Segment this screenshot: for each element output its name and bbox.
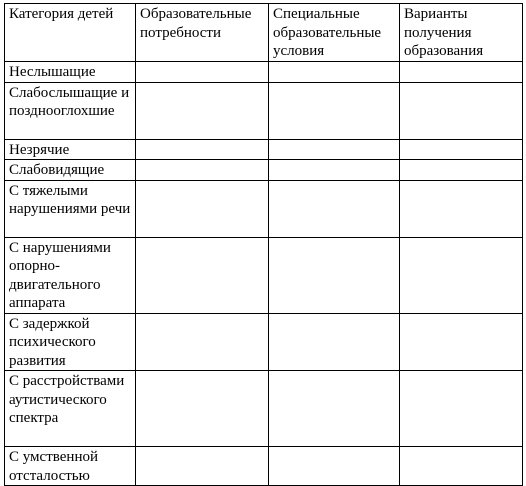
category-cell: Неслышащие (5, 62, 136, 83)
table-row (5, 62, 523, 83)
needs-cell (136, 447, 269, 486)
children-categories-table (4, 3, 523, 486)
table-row (5, 160, 523, 181)
category-cell: С умственной отсталостью (5, 447, 136, 486)
conditions-cell (269, 371, 400, 447)
table-row (5, 139, 523, 160)
category-cell: Слабовидящие (5, 160, 136, 181)
options-cell (400, 313, 523, 371)
category-cell: С задержкой психического развития (5, 313, 136, 371)
category-cell: Слабослышащие и позднооглохшие (5, 82, 136, 139)
conditions-cell (269, 313, 400, 371)
needs-cell (136, 62, 269, 83)
options-cell (400, 237, 523, 313)
needs-cell (136, 180, 269, 237)
table-row (5, 237, 523, 313)
header-educational-needs: Образовательные потребности (136, 4, 269, 62)
options-cell (400, 371, 523, 447)
options-cell (400, 62, 523, 83)
category-cell: С расстройствами аутистического спектра (5, 371, 136, 447)
options-cell (400, 447, 523, 486)
needs-cell (136, 313, 269, 371)
conditions-cell (269, 180, 400, 237)
table-row (5, 82, 523, 139)
needs-cell (136, 160, 269, 181)
needs-cell (136, 371, 269, 447)
options-cell (400, 180, 523, 237)
category-cell: С тяжелыми нарушениями речи (5, 180, 136, 237)
needs-cell (136, 139, 269, 160)
category-cell: С нарушениями опорно-двигательного аппарата (5, 237, 136, 313)
conditions-cell (269, 139, 400, 160)
category-cell: Незрячие (5, 139, 136, 160)
table-row (5, 180, 523, 237)
header-category: Категория детей (5, 4, 136, 62)
needs-cell (136, 82, 269, 139)
table-header-row (5, 4, 523, 62)
conditions-cell (269, 237, 400, 313)
table-row (5, 447, 523, 486)
needs-cell (136, 237, 269, 313)
table-row (5, 371, 523, 447)
header-education-options: Варианты получения образования (400, 4, 523, 62)
header-special-conditions: Специальные образовательные условия (269, 4, 400, 62)
options-cell (400, 160, 523, 181)
conditions-cell (269, 447, 400, 486)
document (4, 3, 522, 486)
conditions-cell (269, 160, 400, 181)
conditions-cell (269, 62, 400, 83)
options-cell (400, 139, 523, 160)
options-cell (400, 82, 523, 139)
table-row (5, 313, 523, 371)
conditions-cell (269, 82, 400, 139)
